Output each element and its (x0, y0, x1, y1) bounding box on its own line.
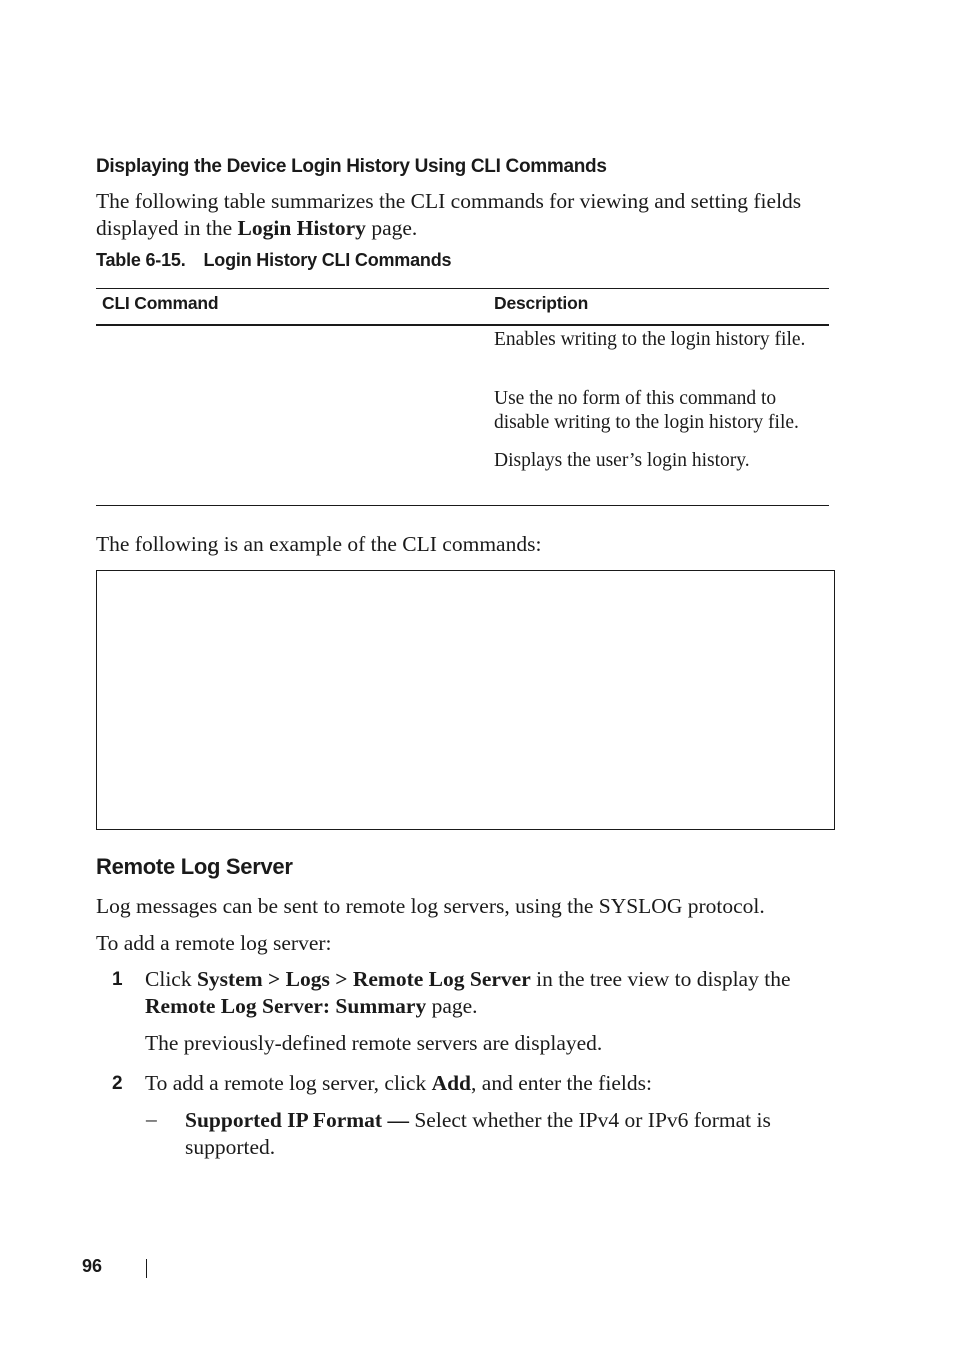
step-1-page-name: Remote Log Server: Summary (145, 994, 427, 1018)
step-1-note: The previously-defined remote servers are displayed. (145, 1031, 603, 1055)
table-desc-row-2: Use the no form of this command to disable writing to the login history file. (494, 388, 799, 433)
step-2-add: Add (431, 1071, 472, 1095)
table-header-description: Description (494, 293, 589, 313)
section-heading: Displaying the Device Login History Using CLI Commands (96, 156, 607, 177)
step-1-end: page. (426, 994, 478, 1018)
step-1-number: 1 (112, 969, 123, 990)
intro-text-after: page. (365, 216, 418, 240)
table-top-rule (96, 288, 829, 289)
step-2-before: To add a remote log server, click (145, 1071, 432, 1095)
step-1-menu-path: System > Logs > Remote Log Server (196, 967, 531, 991)
bullet-supported-ip-format (185, 1107, 825, 1161)
page-number: 96 (82, 1256, 103, 1276)
bullet-dash: – (146, 1107, 157, 1131)
bullet-text: Select whether the IPv4 or IPv6 format is supported. (185, 1108, 771, 1159)
footer-divider (146, 1259, 147, 1278)
remote-log-para-1: Log messages can be sent to remote log servers, using the SYSLOG protocol. (96, 894, 765, 918)
step-1-click: Click (145, 967, 197, 991)
remote-log-para-2: To add a remote log server: (96, 931, 332, 955)
intro-paragraph (96, 188, 836, 242)
table-header-rule (96, 324, 829, 326)
remote-log-server-heading: Remote Log Server (96, 854, 293, 879)
step-1-text (145, 966, 845, 1020)
table-bottom-rule (96, 505, 829, 506)
step-2-after: , and enter the fields: (471, 1071, 652, 1095)
table-caption-title: Login History CLI Commands (203, 250, 452, 270)
step-2-text (145, 1070, 845, 1097)
table-caption (96, 250, 451, 271)
cli-example-box (96, 570, 835, 830)
intro-text-before: The following table summarizes the CLI commands for viewing and setting fields displayed in the (96, 189, 802, 240)
bullet-bold-label: Supported IP Format — (185, 1108, 409, 1132)
table-desc-row-3: Displays the user’s login history. (494, 450, 750, 471)
table-header-command: CLI Command (102, 293, 219, 313)
step-2-number: 2 (112, 1073, 123, 1094)
table-desc-row-1: Enables writing to the login history file. (494, 329, 806, 350)
step-1-mid: in the tree view to display the (530, 967, 791, 991)
example-intro: The following is an example of the CLI commands: (96, 532, 542, 556)
intro-bold-login-history: Login History (237, 216, 366, 240)
table-caption-number: Table 6-15. (96, 250, 186, 270)
